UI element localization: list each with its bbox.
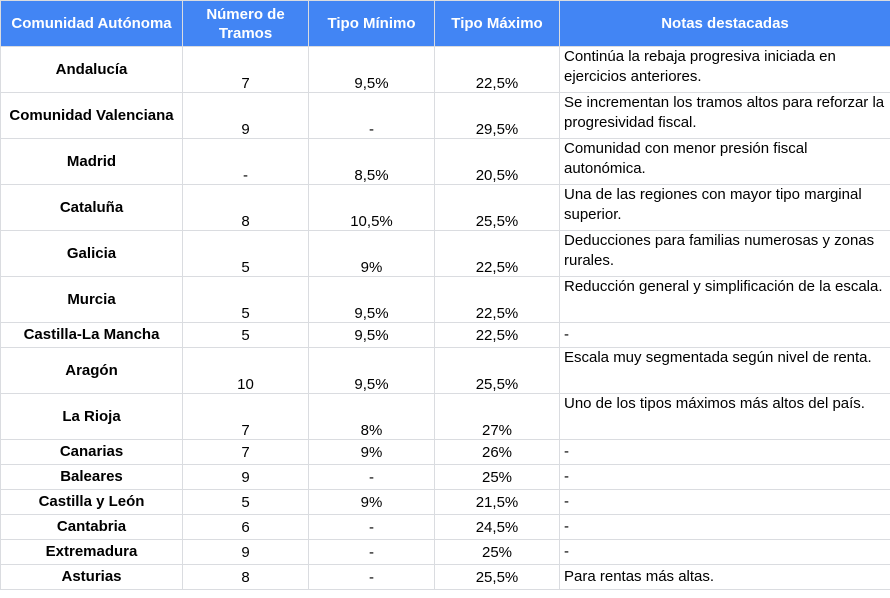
cell-region[interactable]: Galicia [1,231,183,277]
cell-min[interactable]: 9,5% [309,277,435,323]
cell-notes[interactable]: Deducciones para familias numerosas y zonas rurales. [560,231,890,277]
cell-min[interactable]: - [309,465,435,490]
cell-min[interactable]: - [309,540,435,565]
cell-region[interactable]: Andalucía [1,47,183,93]
cell-region[interactable]: Cantabria [1,515,183,540]
cell-tramos[interactable]: 7 [183,47,309,93]
cell-min[interactable]: 9,5% [309,323,435,348]
cell-notes[interactable]: Para rentas más altas. [560,565,890,590]
cell-tramos[interactable]: 5 [183,277,309,323]
table-row [1,440,890,465]
table-row [1,277,890,323]
table-row [1,565,890,590]
cell-tramos[interactable]: 9 [183,540,309,565]
cell-region[interactable]: Madrid [1,139,183,185]
cell-notes[interactable]: Se incrementan los tramos altos para reforzar la progresividad fiscal. [560,93,890,139]
cell-max[interactable]: 25,5% [435,348,560,394]
cell-notes[interactable]: - [560,465,890,490]
cell-tramos[interactable]: - [183,139,309,185]
cell-notes[interactable]: - [560,515,890,540]
cell-region[interactable]: La Rioja [1,394,183,440]
cell-max[interactable]: 29,5% [435,93,560,139]
cell-region[interactable]: Extremadura [1,540,183,565]
cell-region[interactable]: Aragón [1,348,183,394]
cell-min[interactable]: - [309,93,435,139]
table-row [1,185,890,231]
cell-max[interactable]: 22,5% [435,231,560,277]
cell-min[interactable]: 9% [309,440,435,465]
cell-notes[interactable]: - [560,490,890,515]
cell-min[interactable]: 10,5% [309,185,435,231]
cell-notes[interactable]: Comunidad con menor presión fiscal autonómica. [560,139,890,185]
cell-max[interactable]: 24,5% [435,515,560,540]
cell-max[interactable]: 21,5% [435,490,560,515]
cell-max[interactable]: 25% [435,540,560,565]
cell-notes[interactable]: Uno de los tipos máximos más altos del país. [560,394,890,440]
cell-max[interactable]: 27% [435,394,560,440]
cell-tramos[interactable]: 9 [183,93,309,139]
cell-tramos[interactable]: 7 [183,440,309,465]
cell-notes[interactable]: Una de las regiones con mayor tipo marginal superior. [560,185,890,231]
header-row [1,1,890,47]
cell-region[interactable]: Cataluña [1,185,183,231]
table-row [1,93,890,139]
table-row [1,394,890,440]
cell-region[interactable]: Murcia [1,277,183,323]
cell-tramos[interactable]: 8 [183,565,309,590]
cell-tramos[interactable]: 5 [183,231,309,277]
cell-region[interactable]: Castilla-La Mancha [1,323,183,348]
table-row [1,323,890,348]
cell-max[interactable]: 22,5% [435,47,560,93]
cell-region[interactable]: Comunidad Valenciana [1,93,183,139]
header-tramos[interactable]: Número de Tramos [183,1,309,47]
table-row [1,465,890,490]
cell-tramos[interactable]: 6 [183,515,309,540]
cell-tramos[interactable]: 8 [183,185,309,231]
header-notes[interactable]: Notas destacadas [560,1,890,47]
cell-notes[interactable]: - [560,323,890,348]
cell-min[interactable]: 9,5% [309,47,435,93]
cell-region[interactable]: Canarias [1,440,183,465]
table-row [1,490,890,515]
cell-min[interactable]: 9,5% [309,348,435,394]
cell-min[interactable]: - [309,565,435,590]
header-min[interactable]: Tipo Mínimo [309,1,435,47]
table-row [1,47,890,93]
table-row [1,139,890,185]
cell-max[interactable]: 25% [435,465,560,490]
cell-notes[interactable]: - [560,440,890,465]
cell-notes[interactable]: Escala muy segmentada según nivel de renta. [560,348,890,394]
cell-region[interactable]: Asturias [1,565,183,590]
cell-notes[interactable]: Reducción general y simplificación de la escala. [560,277,890,323]
cell-min[interactable]: 8,5% [309,139,435,185]
cell-max[interactable]: 26% [435,440,560,465]
table-row [1,348,890,394]
cell-max[interactable]: 20,5% [435,139,560,185]
header-max[interactable]: Tipo Máximo [435,1,560,47]
cell-max[interactable]: 25,5% [435,565,560,590]
cell-tramos[interactable]: 10 [183,348,309,394]
cell-region[interactable]: Castilla y León [1,490,183,515]
table-row [1,515,890,540]
cell-region[interactable]: Baleares [1,465,183,490]
cell-max[interactable]: 22,5% [435,277,560,323]
cell-min[interactable]: 9% [309,490,435,515]
cell-min[interactable]: 9% [309,231,435,277]
header-region[interactable]: Comunidad Autónoma [1,1,183,47]
cell-max[interactable]: 25,5% [435,185,560,231]
table-row [1,231,890,277]
cell-notes[interactable]: - [560,540,890,565]
cell-max[interactable]: 22,5% [435,323,560,348]
cell-tramos[interactable]: 5 [183,323,309,348]
cell-tramos[interactable]: 7 [183,394,309,440]
cell-min[interactable]: 8% [309,394,435,440]
cell-notes[interactable]: Continúa la rebaja progresiva iniciada en ejercicios anteriores. [560,47,890,93]
cell-min[interactable]: - [309,515,435,540]
cell-tramos[interactable]: 5 [183,490,309,515]
table-row [1,540,890,565]
cell-tramos[interactable]: 9 [183,465,309,490]
